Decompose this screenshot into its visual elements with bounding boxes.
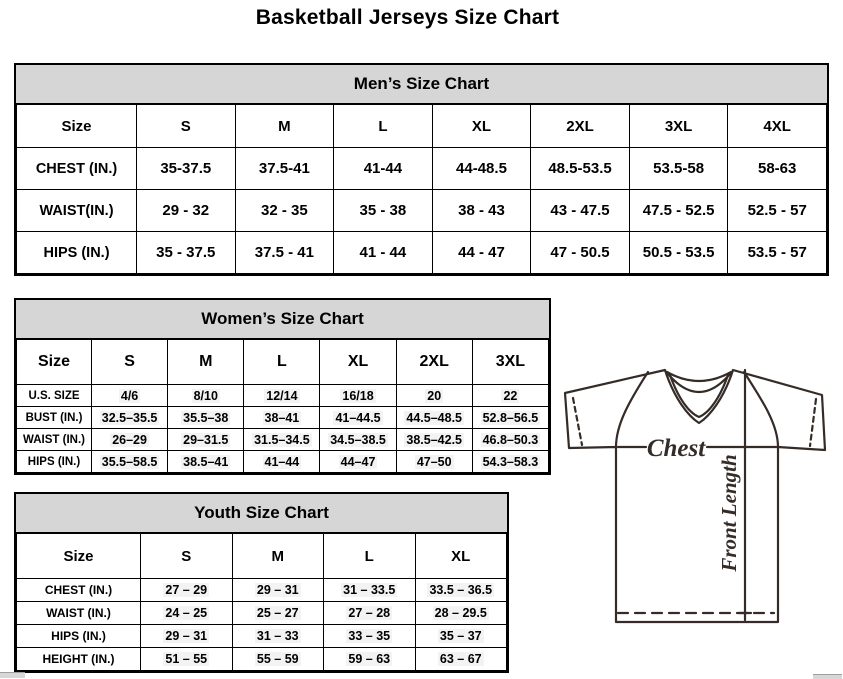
value-text: 31.5–34.5 (254, 432, 310, 447)
value-text: 29 – 31 (256, 583, 299, 597)
mens-size-chart-table (14, 63, 829, 276)
value-cell (432, 148, 531, 190)
value-text: 41-44 (363, 160, 403, 177)
value-text: 46.8–50.3 (482, 432, 539, 447)
youth-column-header-cell: L (324, 534, 416, 579)
value-cell (244, 407, 320, 429)
womens-data-row (17, 451, 549, 473)
value-cell (396, 407, 472, 429)
value-text: 29 – 31 (165, 629, 208, 643)
value-cell (232, 625, 324, 648)
mens-column-header-cell: 4XL (728, 105, 827, 148)
value-cell (324, 602, 416, 625)
value-text: 27 – 28 (348, 606, 391, 620)
row-label-cell: CHEST (IN.) (17, 579, 141, 602)
value-text: 58-63 (758, 160, 797, 177)
value-cell (334, 190, 433, 232)
mens-table-title: Men’s Size Chart (16, 65, 827, 104)
value-cell (432, 190, 531, 232)
value-text: 33 – 35 (348, 629, 391, 643)
youth-data-row (17, 648, 507, 671)
value-text: 38.5–42.5 (406, 432, 462, 447)
value-text: 31 – 33 (256, 629, 299, 643)
row-label-cell: HIPS (IN.) (17, 625, 141, 648)
value-cell (320, 407, 396, 429)
value-cell (92, 451, 168, 473)
womens-column-header-cell: 2XL (396, 340, 472, 385)
womens-column-header-cell: M (168, 340, 244, 385)
value-text: 55 – 59 (256, 652, 299, 666)
value-text: 41–44.5 (335, 410, 381, 425)
value-cell (232, 648, 324, 671)
value-cell (244, 451, 320, 473)
value-text: 35-37.5 (160, 160, 212, 177)
value-cell (629, 190, 728, 232)
value-text: 35.5–38 (183, 410, 229, 425)
womens-size-chart-table (14, 298, 551, 475)
value-text: 20 (427, 388, 442, 403)
front-length-label: Front Length (717, 454, 741, 572)
value-cell (396, 451, 472, 473)
value-text: 44 - 47 (458, 244, 505, 261)
value-cell (168, 429, 244, 451)
row-label-cell: WAIST(IN.) (17, 190, 137, 232)
value-cell (244, 429, 320, 451)
row-label-cell: HIPS (IN.) (17, 451, 92, 473)
value-cell (320, 385, 396, 407)
value-cell (92, 385, 168, 407)
womens-header-row (17, 340, 549, 385)
horizontal-scrollbar-fragment-left[interactable] (0, 672, 25, 678)
collar-band-line (667, 372, 731, 381)
value-cell (415, 648, 507, 671)
value-text: 47 - 50.5 (550, 244, 610, 261)
value-cell (531, 148, 630, 190)
value-cell (168, 407, 244, 429)
value-text: 51 – 55 (165, 652, 208, 666)
value-cell (415, 579, 507, 602)
value-cell (432, 232, 531, 274)
value-text: 35 - 37.5 (156, 244, 216, 261)
value-cell (137, 190, 236, 232)
mens-table-grid (16, 104, 827, 274)
value-text: 12/14 (266, 388, 298, 403)
value-cell (629, 148, 728, 190)
youth-size-chart-table (14, 492, 509, 673)
value-text: 59 – 63 (348, 652, 391, 666)
value-cell (137, 232, 236, 274)
value-text: 35 - 38 (359, 202, 407, 219)
youth-column-header-cell: M (232, 534, 324, 579)
value-cell (141, 648, 233, 671)
value-text: 38.5–41 (183, 454, 229, 469)
value-cell (415, 625, 507, 648)
value-text: 43 - 47.5 (550, 202, 610, 219)
value-text: 44–47 (340, 454, 376, 469)
value-cell (244, 385, 320, 407)
row-label-cell: HEIGHT (IN.) (17, 648, 141, 671)
mens-header-row (17, 105, 827, 148)
value-cell (728, 148, 827, 190)
womens-data-row (17, 385, 549, 407)
value-text: 44-48.5 (456, 160, 507, 177)
womens-column-header-cell: XL (320, 340, 396, 385)
value-cell (334, 232, 433, 274)
value-text: 28 – 29.5 (434, 606, 487, 620)
row-label-cell: WAIST (IN.) (17, 429, 92, 451)
value-text: 38–41 (264, 410, 300, 425)
womens-column-header-cell: L (244, 340, 320, 385)
value-text: 31 – 33.5 (343, 583, 396, 597)
row-label-cell: HIPS (IN.) (17, 232, 137, 274)
youth-column-header-cell: XL (415, 534, 507, 579)
row-label-cell: BUST (IN.) (17, 407, 92, 429)
value-text: 29 - 32 (162, 202, 210, 219)
value-text: 8/10 (193, 388, 218, 403)
value-cell (168, 385, 244, 407)
value-cell (235, 148, 334, 190)
value-text: 32.5–35.5 (101, 410, 158, 425)
value-cell (320, 429, 396, 451)
mens-data-row (17, 232, 827, 274)
value-cell (415, 602, 507, 625)
youth-size-header-cell: Size (17, 534, 141, 579)
row-label-cell: CHEST (IN.) (17, 148, 137, 190)
womens-data-row (17, 407, 549, 429)
value-cell (141, 602, 233, 625)
youth-column-header-cell: S (141, 534, 233, 579)
value-text: 27 – 29 (165, 583, 208, 597)
womens-data-row (17, 429, 549, 451)
value-cell (728, 232, 827, 274)
value-cell (92, 407, 168, 429)
mens-column-header-cell: L (334, 105, 433, 148)
value-cell (728, 190, 827, 232)
value-text: 4/6 (120, 388, 139, 403)
youth-data-row (17, 625, 507, 648)
value-text: 16/18 (342, 388, 374, 403)
value-cell (235, 232, 334, 274)
page-title: Basketball Jerseys Size Chart (255, 6, 560, 29)
value-text: 37.5-41 (258, 160, 310, 177)
value-cell (92, 429, 168, 451)
value-text: 54.3–58.3 (482, 454, 539, 469)
row-label-cell: WAIST (IN.) (17, 602, 141, 625)
value-cell (232, 602, 324, 625)
mens-column-header-cell: XL (432, 105, 531, 148)
chest-label: Chest (646, 435, 706, 462)
value-cell (472, 451, 548, 473)
value-cell (324, 648, 416, 671)
mens-size-header-cell: Size (17, 105, 137, 148)
value-text: 44.5–48.5 (406, 410, 462, 425)
value-cell (324, 579, 416, 602)
value-cell (137, 148, 236, 190)
value-text: 48.5-53.5 (548, 160, 612, 177)
mens-data-row (17, 190, 827, 232)
womens-table-grid (16, 339, 549, 473)
mens-column-header-cell: 2XL (531, 105, 630, 148)
womens-column-header-cell: 3XL (472, 340, 548, 385)
value-cell (531, 190, 630, 232)
value-text: 32 - 35 (260, 202, 308, 219)
youth-data-row (17, 579, 507, 602)
value-text: 35 – 37 (439, 629, 482, 643)
value-text: 50.5 - 53.5 (642, 244, 715, 261)
value-text: 22 (503, 388, 518, 403)
womens-table-title: Women’s Size Chart (16, 300, 549, 339)
youth-table-grid (16, 533, 507, 671)
value-cell (531, 232, 630, 274)
value-text: 38 - 43 (458, 202, 505, 219)
value-text: 24 – 25 (165, 606, 208, 620)
value-cell (141, 579, 233, 602)
value-text: 37.5 - 41 (254, 244, 314, 261)
value-text: 29–31.5 (183, 432, 229, 447)
value-text: 41–44 (264, 454, 300, 469)
youth-data-row (17, 602, 507, 625)
value-text: 53.5 - 57 (747, 244, 807, 261)
value-text: 25 – 27 (256, 606, 299, 620)
value-cell (168, 451, 244, 473)
horizontal-scrollbar-fragment-right[interactable] (813, 674, 842, 679)
value-text: 35.5–58.5 (101, 454, 158, 469)
value-cell (334, 148, 433, 190)
value-text: 34.5–38.5 (330, 432, 386, 447)
value-cell (396, 429, 472, 451)
value-text: 52.8–56.5 (482, 410, 539, 425)
value-text: 47.5 - 52.5 (642, 202, 715, 219)
value-cell (141, 625, 233, 648)
value-cell (396, 385, 472, 407)
youth-table-title: Youth Size Chart (16, 494, 507, 533)
value-text: 47–50 (416, 454, 452, 469)
value-text: 26–29 (112, 432, 147, 447)
womens-size-header-cell: Size (17, 340, 92, 385)
value-cell (232, 579, 324, 602)
value-text: 41 - 44 (359, 244, 407, 261)
value-cell (472, 407, 548, 429)
value-cell (472, 385, 548, 407)
value-text: 33.5 – 36.5 (429, 583, 493, 597)
mens-data-row (17, 148, 827, 190)
jersey-measurement-diagram (558, 358, 840, 630)
value-cell (472, 429, 548, 451)
youth-header-row (17, 534, 507, 579)
mens-column-header-cell: M (235, 105, 334, 148)
value-text: 63 – 67 (439, 652, 482, 666)
row-label-cell: U.S. SIZE (17, 385, 92, 407)
value-cell (320, 451, 396, 473)
value-cell (324, 625, 416, 648)
value-cell (629, 232, 728, 274)
mens-column-header-cell: S (137, 105, 236, 148)
value-text: 52.5 - 57 (747, 202, 807, 219)
jersey-outline (565, 370, 825, 622)
womens-column-header-cell: S (92, 340, 168, 385)
value-text: 53.5-58 (653, 160, 705, 177)
value-cell (235, 190, 334, 232)
mens-column-header-cell: 3XL (629, 105, 728, 148)
